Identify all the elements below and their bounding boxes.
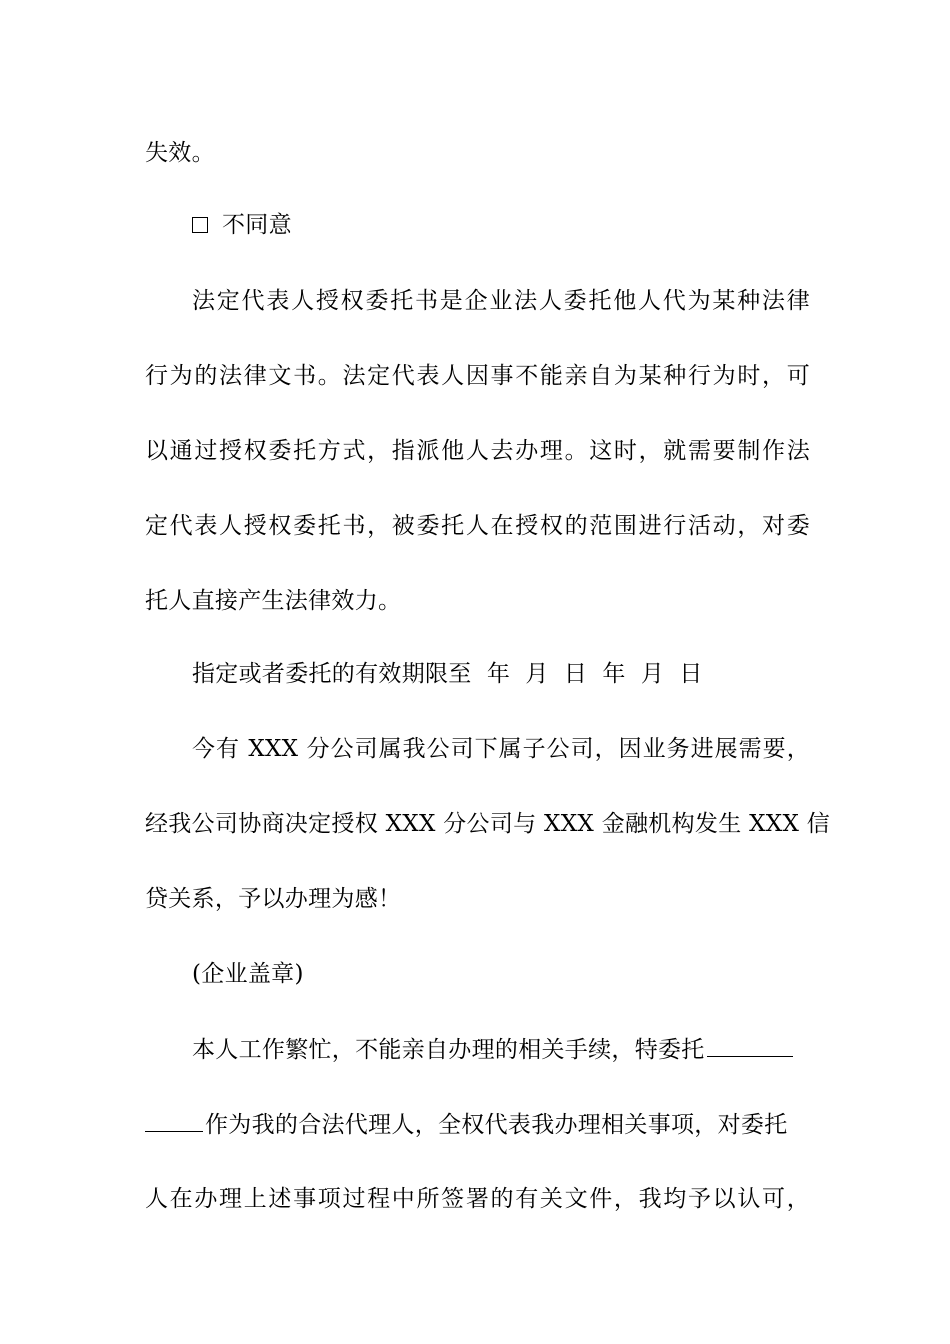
paragraph-line bbox=[192, 1034, 810, 1064]
paragraph-line: 今有 XXX 分公司属我公司下属子公司，因业务进展需要， bbox=[192, 736, 810, 762]
paragraph-line: 以通过授权委托方式，指派他人去办理。这时，就需要制作法 bbox=[145, 438, 810, 464]
disagree-option bbox=[192, 210, 810, 240]
paragraph-line: 定代表人授权委托书，被委托人在授权的范围进行活动，对委 bbox=[145, 513, 810, 539]
disagree-label: 不同意 bbox=[222, 212, 292, 238]
paragraph-line bbox=[145, 1109, 810, 1139]
paragraph-line: 法定代表人授权委托书是企业法人委托他人代为某种法律 bbox=[192, 288, 810, 314]
paragraph-line: 托人直接产生法律效力。 bbox=[145, 588, 402, 614]
company-seal-label: (企业盖章) bbox=[192, 961, 304, 987]
agent-name-blank-continued[interactable] bbox=[145, 1109, 203, 1132]
validity-period-line: 指定或者委托的有效期限至 年 月 日 年 月 日 bbox=[192, 661, 703, 687]
agent-role-text: 作为我的合法代理人，全权代表我办理相关事项，对委托 bbox=[205, 1112, 788, 1138]
paragraph-line: 行为的法律文书。法定代表人因事不能亲自为某种行为时，可 bbox=[145, 363, 810, 389]
paragraph-line: 经我公司协商决定授权 XXX 分公司与 XXX 金融机构发生 XXX 信 bbox=[145, 811, 831, 837]
paragraph-line: 失效。 bbox=[145, 140, 215, 166]
entrust-text: 本人工作繁忙，不能亲自办理的相关手续，特委托 bbox=[192, 1037, 705, 1063]
paragraph-line: 人在办理上述事项过程中所签署的有关文件，我均予以认可， bbox=[145, 1186, 810, 1212]
agent-name-blank[interactable] bbox=[707, 1034, 793, 1057]
checkbox-icon[interactable] bbox=[192, 217, 208, 233]
paragraph-line: 贷关系，予以办理为感！ bbox=[145, 886, 402, 912]
